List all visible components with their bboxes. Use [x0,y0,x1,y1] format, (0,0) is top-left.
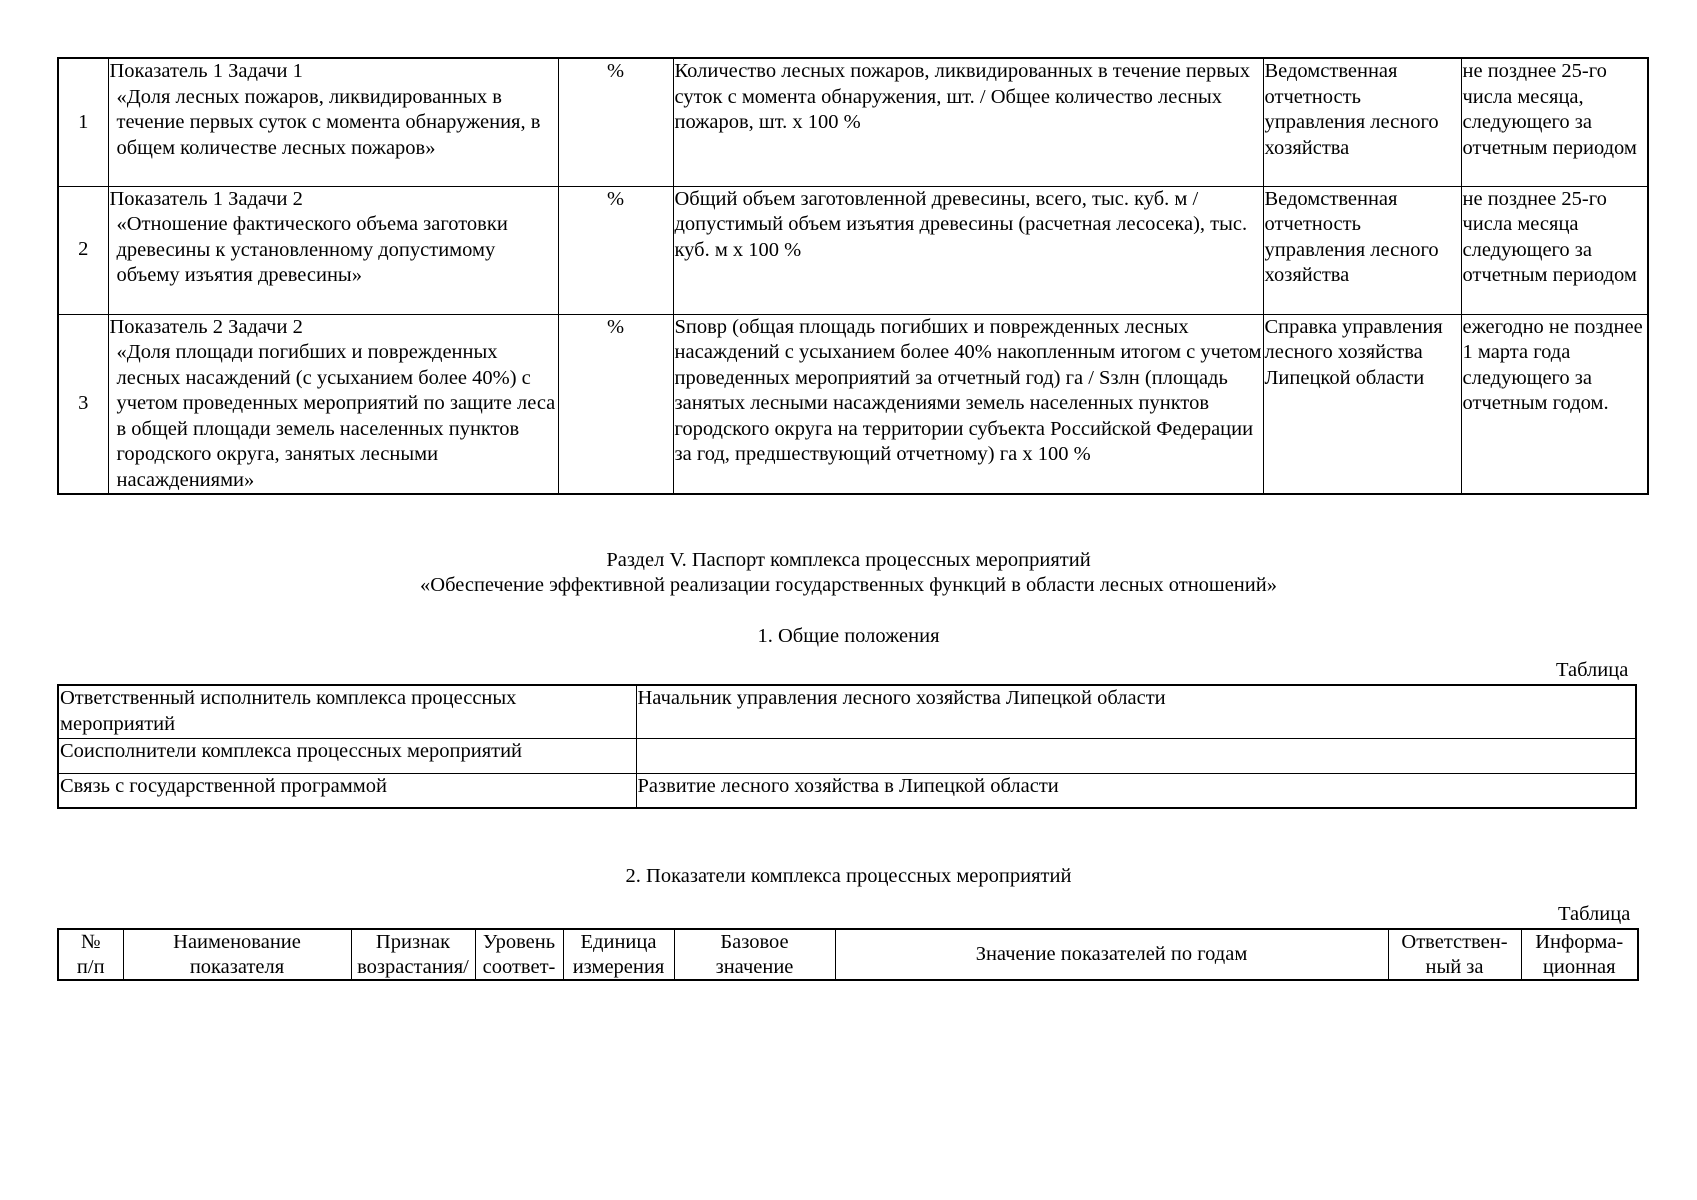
indicator-source: Ведомственная отчетность управления лесного хозяйства [1263,186,1461,314]
indicator-code: Показатель 2 Задачи 2 [109,315,303,338]
metrics-header-cell [123,929,351,980]
metrics-header-line: Признак [375,931,451,953]
indicators-table-body [58,58,1648,494]
metrics-table [57,928,1639,981]
metrics-header-line: ный за [1425,955,1484,978]
metrics-table-label: Таблица [1558,903,1631,925]
indicator-row [58,58,1648,186]
metrics-header-line: значение [715,955,794,978]
general-row-label: Соисполнители комплекса процессных мероприятий [58,738,636,773]
general-row-label: Связь с государственной программой [58,773,636,808]
general-row [58,685,1636,738]
indicator-deadline: не позднее 25-го числа месяца следующего за отчетным периодом [1461,186,1648,314]
metrics-header-line: возрастания/ [357,955,469,978]
metrics-heading: 2. Показатели комплекса процессных мероприятий [625,865,1072,887]
metrics-header-line: № [80,931,101,953]
metrics-header-cell [475,929,563,980]
metrics-header-line: ционная [1542,955,1616,978]
indicator-name [108,314,558,494]
general-row-label: Ответственный исполнитель комплекса процессных мероприятий [58,685,636,738]
indicator-source: Справка управления лесного хозяйства Липецкой области [1263,314,1461,494]
indicator-number: 2 [58,186,108,314]
metrics-header-line: Ответствен- [1401,931,1508,953]
indicator-title: «Отношение фактического объема заготовки древесины к установленному допустимому объему изъятия древесины» [116,213,508,286]
metrics-header-row [58,929,1638,980]
general-table-label: Таблица [1556,659,1629,681]
indicator-number: 1 [58,58,108,186]
metrics-header-line: измерения [572,955,665,978]
general-row-value: Начальник управления лесного хозяйства Липецкой области [636,685,1636,738]
indicator-number: 3 [58,314,108,494]
indicator-code: Показатель 1 Задачи 2 [109,187,303,210]
metrics-header-cell [674,929,835,980]
indicator-unit: % [558,58,673,186]
section-title-line1: Раздел V. Паспорт комплекса процессных мероприятий [606,549,1091,571]
metrics-header-line: Значение показателей по годам [975,943,1248,966]
indicator-source: Ведомственная отчетность управления лесного хозяйства [1263,58,1461,186]
metrics-header-line: п/п [76,955,105,978]
indicator-unit: % [558,186,673,314]
indicator-title: «Доля лесных пожаров, ликвидированных в течение первых суток с момента обнаружения, в общем количестве лесных пожаров» [116,85,541,159]
indicator-row [58,314,1648,494]
indicator-unit: % [558,314,673,494]
general-row-value [636,738,1636,773]
indicator-title: «Доля площади погибших и поврежденных лесных насаждений (с усыханием более 40%) с учетом проведенных мероприятий по защите леса в общей площади земель населенных пунктов городского округа, занятых лесными насаждениями» [116,341,556,491]
metrics-header-cell [58,929,123,980]
metrics-header-line: Наименование [173,931,301,953]
metrics-header-cell [351,929,475,980]
metrics-header-line: показателя [189,955,285,978]
indicator-deadline: не позднее 25-го числа месяца, следующего за отчетным периодом [1461,58,1648,186]
indicator-name [108,186,558,314]
general-heading: 1. Общие положения [757,625,940,647]
indicator-formula: Общий объем заготовленной древесины, всего, тыс. куб. м / допустимый объем изъятия древесины (расчетная лесосека), тыс. куб. м x 100 % [673,186,1263,314]
metrics-header-cell [1521,929,1638,980]
metrics-header-line: соответ- [482,955,556,978]
indicators-table [57,57,1649,495]
indicator-row [58,186,1648,314]
indicator-formula: Sповр (общая площадь погибших и поврежденных лесных насаждений с усыханием более 40% накопленным итогом с учетом проведенных мероприятий за отчетный год) га / Sзлн (площадь занятых лесными насаждениями земель населенных пунктов городского округа на территории субъекта Российской Федерации за год, предшествующий отчетному) га x 100 % [673,314,1263,494]
metrics-header-line: Информа- [1535,931,1624,953]
indicator-code: Показатель 1 Задачи 1 [109,60,303,82]
indicator-formula: Количество лесных пожаров, ликвидированных в течение первых суток с момента обнаружения, шт. / Общее количество лесных пожаров, шт. x 100 % [673,58,1263,186]
general-table [57,684,1637,809]
indicator-name [108,58,558,186]
metrics-header-line: Базовое [720,931,789,953]
general-row-value: Развитие лесного хозяйства в Липецкой области [636,773,1636,808]
general-row [58,773,1636,808]
indicator-deadline: ежегодно не позднее 1 марта года следующего за отчетным годом. [1461,314,1648,494]
section-title-line2: «Обеспечение эффективной реализации государственных функций в области лесных отношений» [420,574,1277,596]
metrics-header-cell [835,929,1388,980]
metrics-header-line: Единица [580,931,657,953]
metrics-header-cell [563,929,674,980]
metrics-header-line: Уровень [482,931,556,953]
general-row [58,738,1636,773]
metrics-header-cell [1388,929,1521,980]
